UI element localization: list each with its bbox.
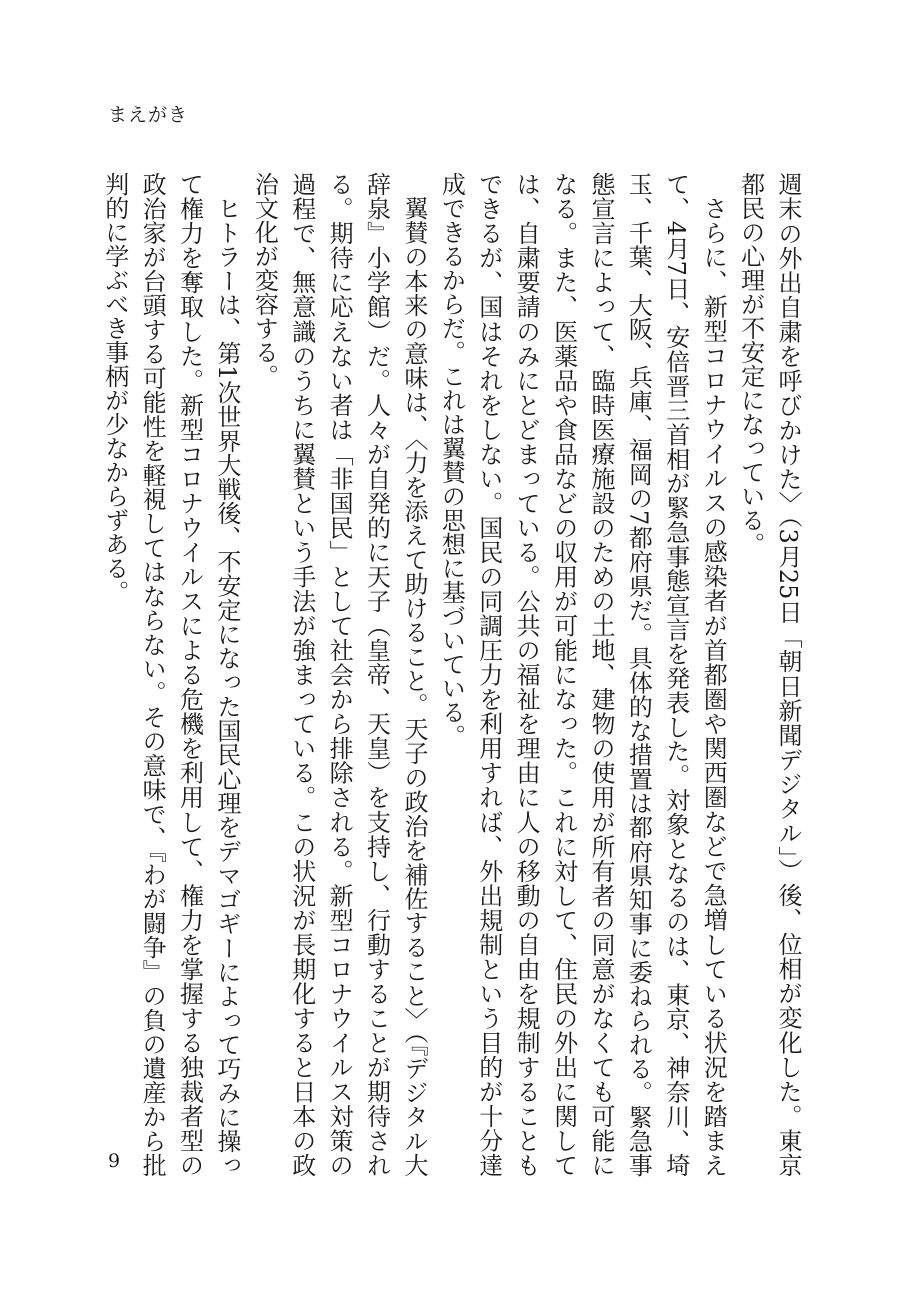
paragraph-1: 週末の外出自粛を呼びかけた〉（3月25日「朝日新聞デジタル」）後、位相が変化した。東京都民の心理が不安定になっている。: [736, 172, 802, 1177]
running-head: まえがき: [108, 104, 189, 126]
paragraph-4: ヒトラーは、第1次世界大戦後、不安定になった国民心理をデマゴギーによって巧みに操って権力を奪取した。新型コロナウイルスによる危機を利用して、権力を掌握する独裁者型の政治家が台頭する可能性を軽視してはならない。その意味で、『わが闘争』の負の遺産から批判的に学ぶべき事柄が少なからずある。: [100, 172, 241, 1177]
paragraph-3: 翼賛の本来の意味は、〈力を添えて助けること。天子の政治を補佐すること〉（『デジタル大辞泉』小学館）だ。人々が自発的に天子（皇帝、天皇）を支持し、行動することが期待される。期待に応えない者は「非国民」として社会から排除される。新型コロナウイルス対策の過程で、無意識のうちに翼賛という手法が強まっている。この状況が長期化すると日本の政治文化が変容する。: [250, 172, 428, 1177]
body-text: [86, 172, 806, 1177]
paragraph-2: さらに、新型コロナウイルスの感染者が首都圏や関西圏などで急増している状況を踏まえて、4月7日、安倍晋三首相が緊急事態宣言を発表した。対象となるのは、東京、神奈川、埼玉、千葉、大阪、兵庫、福岡の7都府県だ。具体的な措置は都府県知事に委ねられる。緊急事態宣言によって、臨時医療施設のための土地、建物の使用が所有者の同意がなくても可能になる。また、医薬品や食品などの収用が可能になった。これに対して、住民の外出に関しては、自粛要請のみにとどまっている。公共の福祉を理由に人の移動の自由を規制することもできるが、国はそれをしない。国民の同調圧力を利用すれば、外出規制という目的が十分達成できるからだ。これは翼賛の思想に基づいている。: [437, 172, 728, 1177]
page-number: 9: [108, 1150, 121, 1172]
